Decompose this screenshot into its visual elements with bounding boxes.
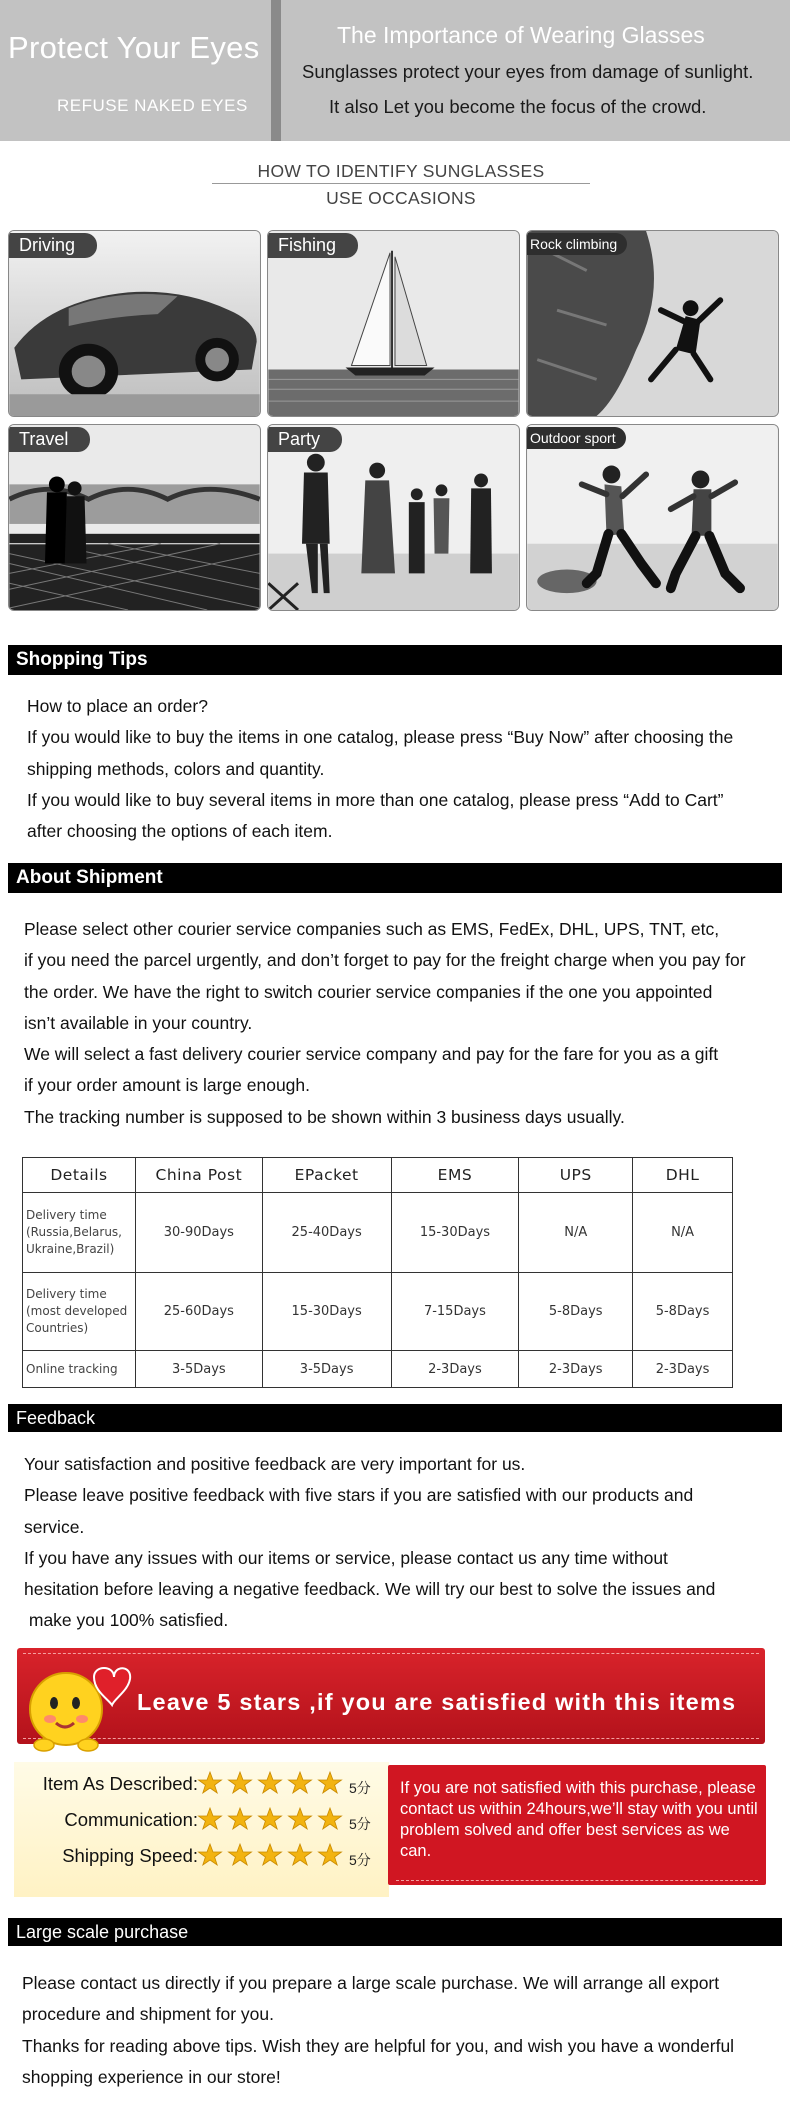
beach-party-photo-icon [268,425,519,610]
rating-score: 5分 [349,1816,371,1832]
sports-car-photo-icon [9,231,260,416]
large-scale-line: shopping experience in our store! [22,2066,281,2087]
occasion-label-travel: Travel [9,427,90,452]
table-cell: 3-5Days [135,1351,262,1388]
about-shipment-heading: About Shipment [8,863,782,893]
shipment-line: isn’t available in your country. [24,1012,253,1033]
table-header-cell: China Post [135,1158,262,1193]
table-row [23,1351,733,1388]
banner-divider [271,0,281,141]
table-header-cell: EPacket [262,1158,391,1193]
row-label-line: Delivery time [26,1208,107,1222]
rating-label: Shipping Speed: [62,1845,198,1866]
header-banner [0,0,790,141]
table-row-label: Online tracking [23,1351,136,1388]
row-label-line: Ukraine,Brazil) [26,1242,115,1256]
occasion-tile-party [267,424,520,611]
rating-label: Communication: [64,1809,198,1830]
satisfaction-notice-text: If you are not satisfied with this purchase, please contact us within 24hours,we’ll stay with you until problem solved and offer best services as we can. [400,1779,758,1860]
five-star-icon [197,1769,357,1799]
banner-right-line-2: It also Let you become the focus of the crowd. [329,96,707,117]
table-header-cell: UPS [519,1158,633,1193]
table-cell: 25-40Days [262,1193,391,1273]
banner-right-line-1: Sunglasses protect your eyes from damage of sunlight. [302,61,754,82]
table-cell: N/A [633,1193,733,1273]
table-cell: 7-15Days [391,1273,519,1351]
table-row [23,1273,733,1351]
rating-row-communication [14,1804,394,1836]
feedback-line: make you 100% satisfied. [24,1610,229,1631]
large-scale-line: Thanks for reading above tips. Wish they are helpful for you, and wish you have a wonderful [22,2035,735,2056]
bridge-couple-photo-icon [9,425,260,610]
table-cell: 2-3Days [519,1351,633,1388]
table-cell: 15-30Days [262,1273,391,1351]
rating-score: 5分 [349,1780,371,1796]
feedback-line: service. [24,1516,85,1537]
row-label-line: Countries) [26,1321,89,1335]
rock-climber-photo-icon [527,231,778,416]
large-scale-text [22,1968,734,2093]
banner-right-title: The Importance of Wearing Glasses [337,22,705,48]
identify-line-1: HOW TO IDENTIFY SUNGLASSES [257,161,545,181]
table-cell: 2-3Days [633,1351,733,1388]
sailboat-photo-icon [268,231,519,416]
identify-rule [212,183,590,184]
feedback-heading: Feedback [8,1404,782,1432]
feedback-line: If you have any issues with our items or service, please contact us any time without [24,1547,668,1568]
table-row-label [23,1273,136,1351]
table-cell: 5-8Days [633,1273,733,1351]
table-cell: N/A [519,1193,633,1273]
feedback-line: hesitation before leaving a negative feedback. We will try our best to solve the issues and [24,1579,716,1600]
rating-label: Item As Described: [42,1773,198,1794]
shopping-tips-line: after choosing the options of each item. [27,821,333,842]
row-label-line: (most developed [26,1304,128,1318]
shopping-tips-line: If you would like to buy several items in more than one catalog, please press “Add to Cart” [27,789,724,810]
table-row-label [23,1193,136,1273]
large-scale-heading: Large scale purchase [8,1918,782,1946]
table-header-cell: Details [23,1158,136,1193]
large-scale-line: Please contact us directly if you prepare a large scale purchase. We will arrange all export [22,1973,720,1993]
table-cell: 15-30Days [391,1193,519,1273]
table-cell: 5-8Days [519,1273,633,1351]
table-header-cell: EMS [391,1158,519,1193]
occasion-label-driving: Driving [9,233,97,258]
large-scale-line: procedure and shipment for you. [22,2004,274,2025]
occasion-label-outdoor-sport: Outdoor sport [527,427,626,449]
table-cell: 30-90Days [135,1193,262,1273]
rating-row-item-described [14,1768,394,1800]
shopping-tips-line: shipping methods, colors and quantity. [27,758,325,779]
banner-left-subtitle: REFUSE NAKED EYES [57,96,248,115]
table-cell: 25-60Days [135,1273,262,1351]
occasion-tile-travel [8,424,261,611]
five-star-icon [197,1805,357,1835]
banner-stitch [23,1653,759,1654]
feedback-text [24,1449,715,1637]
identify-line-2: USE OCCASIONS [326,188,476,208]
five-star-icon [197,1841,357,1871]
occasion-label-rock-climbing: Rock climbing [527,233,627,255]
feedback-line: Your satisfaction and positive feedback are very important for us. [24,1454,526,1474]
row-label-line: (Russia,Belarus, [26,1225,122,1239]
shipment-line: if your order amount is large enough. [24,1075,310,1096]
occasion-tile-driving [8,230,261,417]
shipment-line: the order. We have the right to switch courier service companies if the one you appointed [24,981,713,1002]
occasion-label-party: Party [268,427,342,452]
shipment-line: Please select other courier service companies such as EMS, FedEx, DHL, UPS, TNT, etc, [24,919,720,939]
about-shipment-text [24,914,746,1133]
satisfaction-notice [388,1765,766,1885]
shopping-tips-line: If you would like to buy the items in one catalog, please press “Buy Now” after choosing the [27,727,734,748]
occasion-tile-rock-climbing [526,230,779,417]
feedback-line: Please leave positive feedback with five stars if you are satisfied with our products and [24,1485,694,1506]
shipment-line: We will select a fast delivery courier service company and pay for the fare for you as a gift [24,1044,719,1065]
beach-runners-photo-icon [527,425,778,610]
shopping-tips-line: How to place an order? [27,696,208,716]
occasion-grid [8,230,783,613]
shopping-tips-heading: Shopping Tips [8,645,782,675]
shipment-line: The tracking number is supposed to be shown within 3 business days usually. [24,1106,625,1127]
occasion-tile-fishing [267,230,520,417]
feedback-banner-text: Leave 5 stars ,if you are satisfied with this items [137,1689,737,1715]
rating-score: 5分 [349,1852,371,1868]
smiley-heart-icon [24,1657,134,1757]
table-row [23,1193,733,1273]
notice-stitch [396,1880,758,1881]
identify-heading [212,160,590,209]
banner-left-title: Protect Your Eyes [8,30,260,65]
table-cell: 3-5Days [262,1351,391,1388]
table-cell: 2-3Days [391,1351,519,1388]
rating-panel [14,1762,389,1897]
row-label-line: Delivery time [26,1287,107,1301]
rating-row-shipping-speed [14,1840,394,1872]
table-header-cell: DHL [633,1158,733,1193]
shipment-line: if you need the parcel urgently, and don’t forget to pay for the freight charge when you pay for [24,950,746,971]
occasion-tile-outdoor-sport [526,424,779,611]
shopping-tips-text [27,691,733,847]
occasion-label-fishing: Fishing [268,233,358,258]
shipping-table [22,1157,733,1388]
shipping-table-header-row [23,1158,733,1193]
